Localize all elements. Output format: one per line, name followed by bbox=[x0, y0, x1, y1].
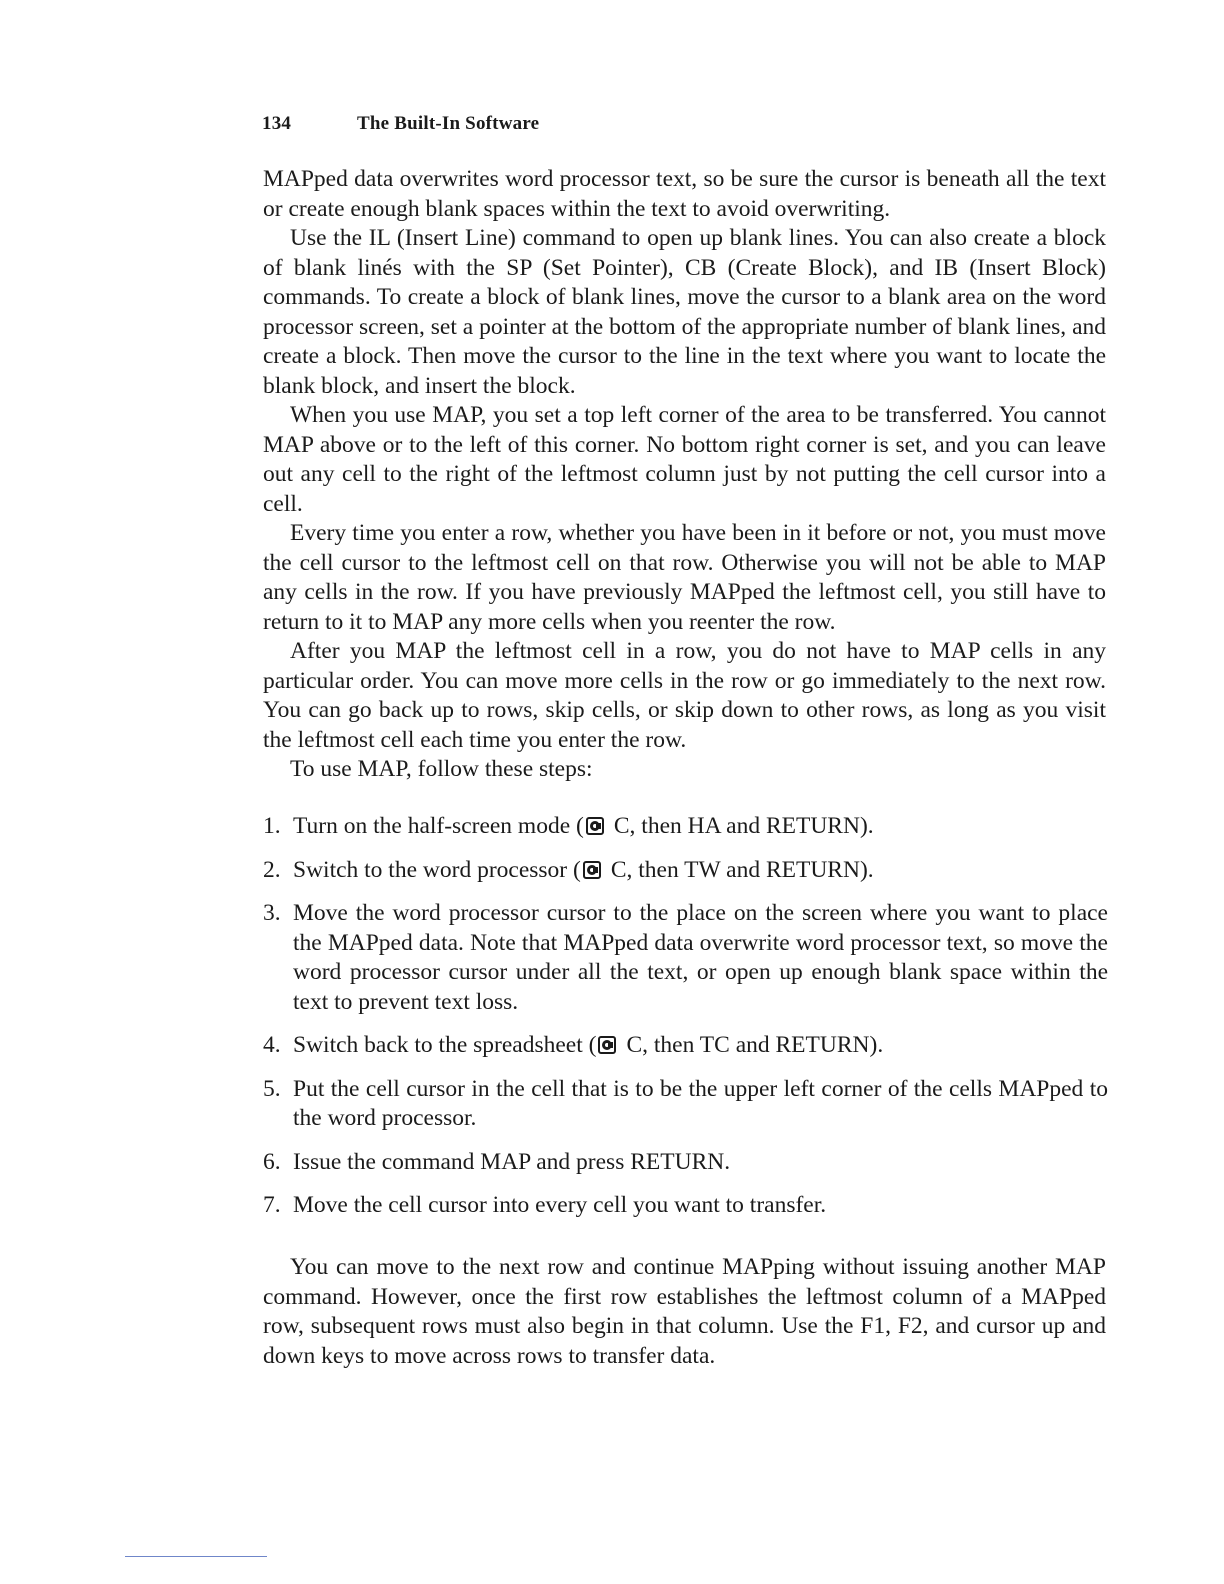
paragraph: When you use MAP, you set a top left corner of the area to be transferred. You cannot MAP above or to the left of this corner. No bottom right corner is set, and you can leave out any cell to the right of the leftmost column just by not putting the cell cursor into a cell. bbox=[263, 402, 1106, 517]
step-text-after: C, then TW and RETURN). bbox=[610, 856, 874, 883]
step-text: Put the cell cursor in the cell that is to be the upper left corner of the cells MAPped to the word processor. bbox=[293, 1075, 1108, 1131]
step-text bbox=[293, 812, 1108, 842]
step-number: 3. bbox=[263, 900, 281, 926]
step-number: 2. bbox=[263, 856, 281, 883]
step-number: 7. bbox=[263, 1192, 281, 1218]
step-item bbox=[263, 1075, 1108, 1134]
paragraph: You can move to the next row and continue MAPping without issuing another MAP command. However, once the first row establishes the leftmost column of a MAPped row, subsequent rows must also begin in that column. Use the F1, F2, and cursor up and down keys to move across rows to transfer data. bbox=[263, 1254, 1106, 1369]
step-item bbox=[263, 1031, 1108, 1061]
step-text-before: Switch back to the spreadsheet ( bbox=[293, 1032, 597, 1058]
step-text: Move the cell cursor into every cell you want to transfer. bbox=[293, 1192, 827, 1218]
paragraph: After you MAP the leftmost cell in a row, you do not have to MAP cells in any particular order. You can move more cells in the row or go immediately to the next row. You can go back up to rows, skip cells, or skip down to other rows, as long as you visit the leftmost cell each time you enter the row. bbox=[263, 638, 1106, 753]
footer-rule bbox=[125, 1556, 267, 1557]
step-number: 5. bbox=[263, 1075, 281, 1102]
paragraph: MAPped data overwrites word processor text, so be sure the cursor is beneath all the text or create enough blank spaces within the text to avoid overwriting. bbox=[263, 166, 1106, 222]
paragraph: Every time you enter a row, whether you have been in it before or not, you must move the cell cursor to the leftmost cell on that row. Otherwise you will not be able to MAP any cells in the row. If you have previously MAPped the leftmost cell, you still have to return to it to MAP any more cells when you reenter the row. bbox=[263, 520, 1106, 635]
step-text: Move the word processor cursor to the place on the screen where you want to place the MAPped data. Note that MAPped data overwrite word processor text, so move the word processor cursor under all the text, or open up enough blank space within the text to prevent text loss. bbox=[293, 900, 1108, 1015]
step-text-before: Switch to the word processor ( bbox=[293, 856, 581, 883]
step-text bbox=[293, 856, 1108, 886]
outro-text bbox=[263, 1253, 1106, 1371]
step-item bbox=[263, 1148, 1108, 1178]
step-number: 4. bbox=[263, 1032, 281, 1058]
step-number: 1. bbox=[263, 813, 281, 839]
intro-text bbox=[263, 165, 1106, 785]
step-text-before: Turn on the half-screen mode ( bbox=[293, 813, 584, 839]
page-header bbox=[262, 113, 539, 135]
step-item bbox=[263, 856, 1108, 886]
paragraph: To use MAP, follow these steps: bbox=[290, 756, 593, 782]
step-number: 6. bbox=[263, 1148, 281, 1175]
steps-list bbox=[263, 812, 1108, 1235]
step-text: Issue the command MAP and press RETURN. bbox=[293, 1148, 731, 1175]
step-item bbox=[263, 1191, 1108, 1221]
paragraph: Use the IL (Insert Line) command to open up blank lines. You can also create a block of blank linés with the SP (Set Pointer), CB (Create Block), and IB (Insert Block) commands. To create a block of blank lines, move the cursor to a blank area on the word processor screen, set a pointer at the bottom of the appropriate number of blank lines, and create a block. Then move the cursor to the line in the text where you want to locate the blank block, and insert the block. bbox=[263, 225, 1106, 399]
step-item bbox=[263, 899, 1108, 1017]
page-number: 134 bbox=[262, 113, 292, 134]
commodore-key-icon bbox=[598, 1036, 616, 1054]
step-text bbox=[293, 1031, 1108, 1061]
step-item bbox=[263, 812, 1108, 842]
step-text-after: C, then TC and RETURN). bbox=[626, 1032, 884, 1058]
step-text-after: C, then HA and RETURN). bbox=[613, 813, 874, 839]
commodore-key-icon bbox=[586, 817, 604, 835]
commodore-key-icon bbox=[583, 861, 601, 879]
section-title: The Built-In Software bbox=[357, 113, 540, 134]
